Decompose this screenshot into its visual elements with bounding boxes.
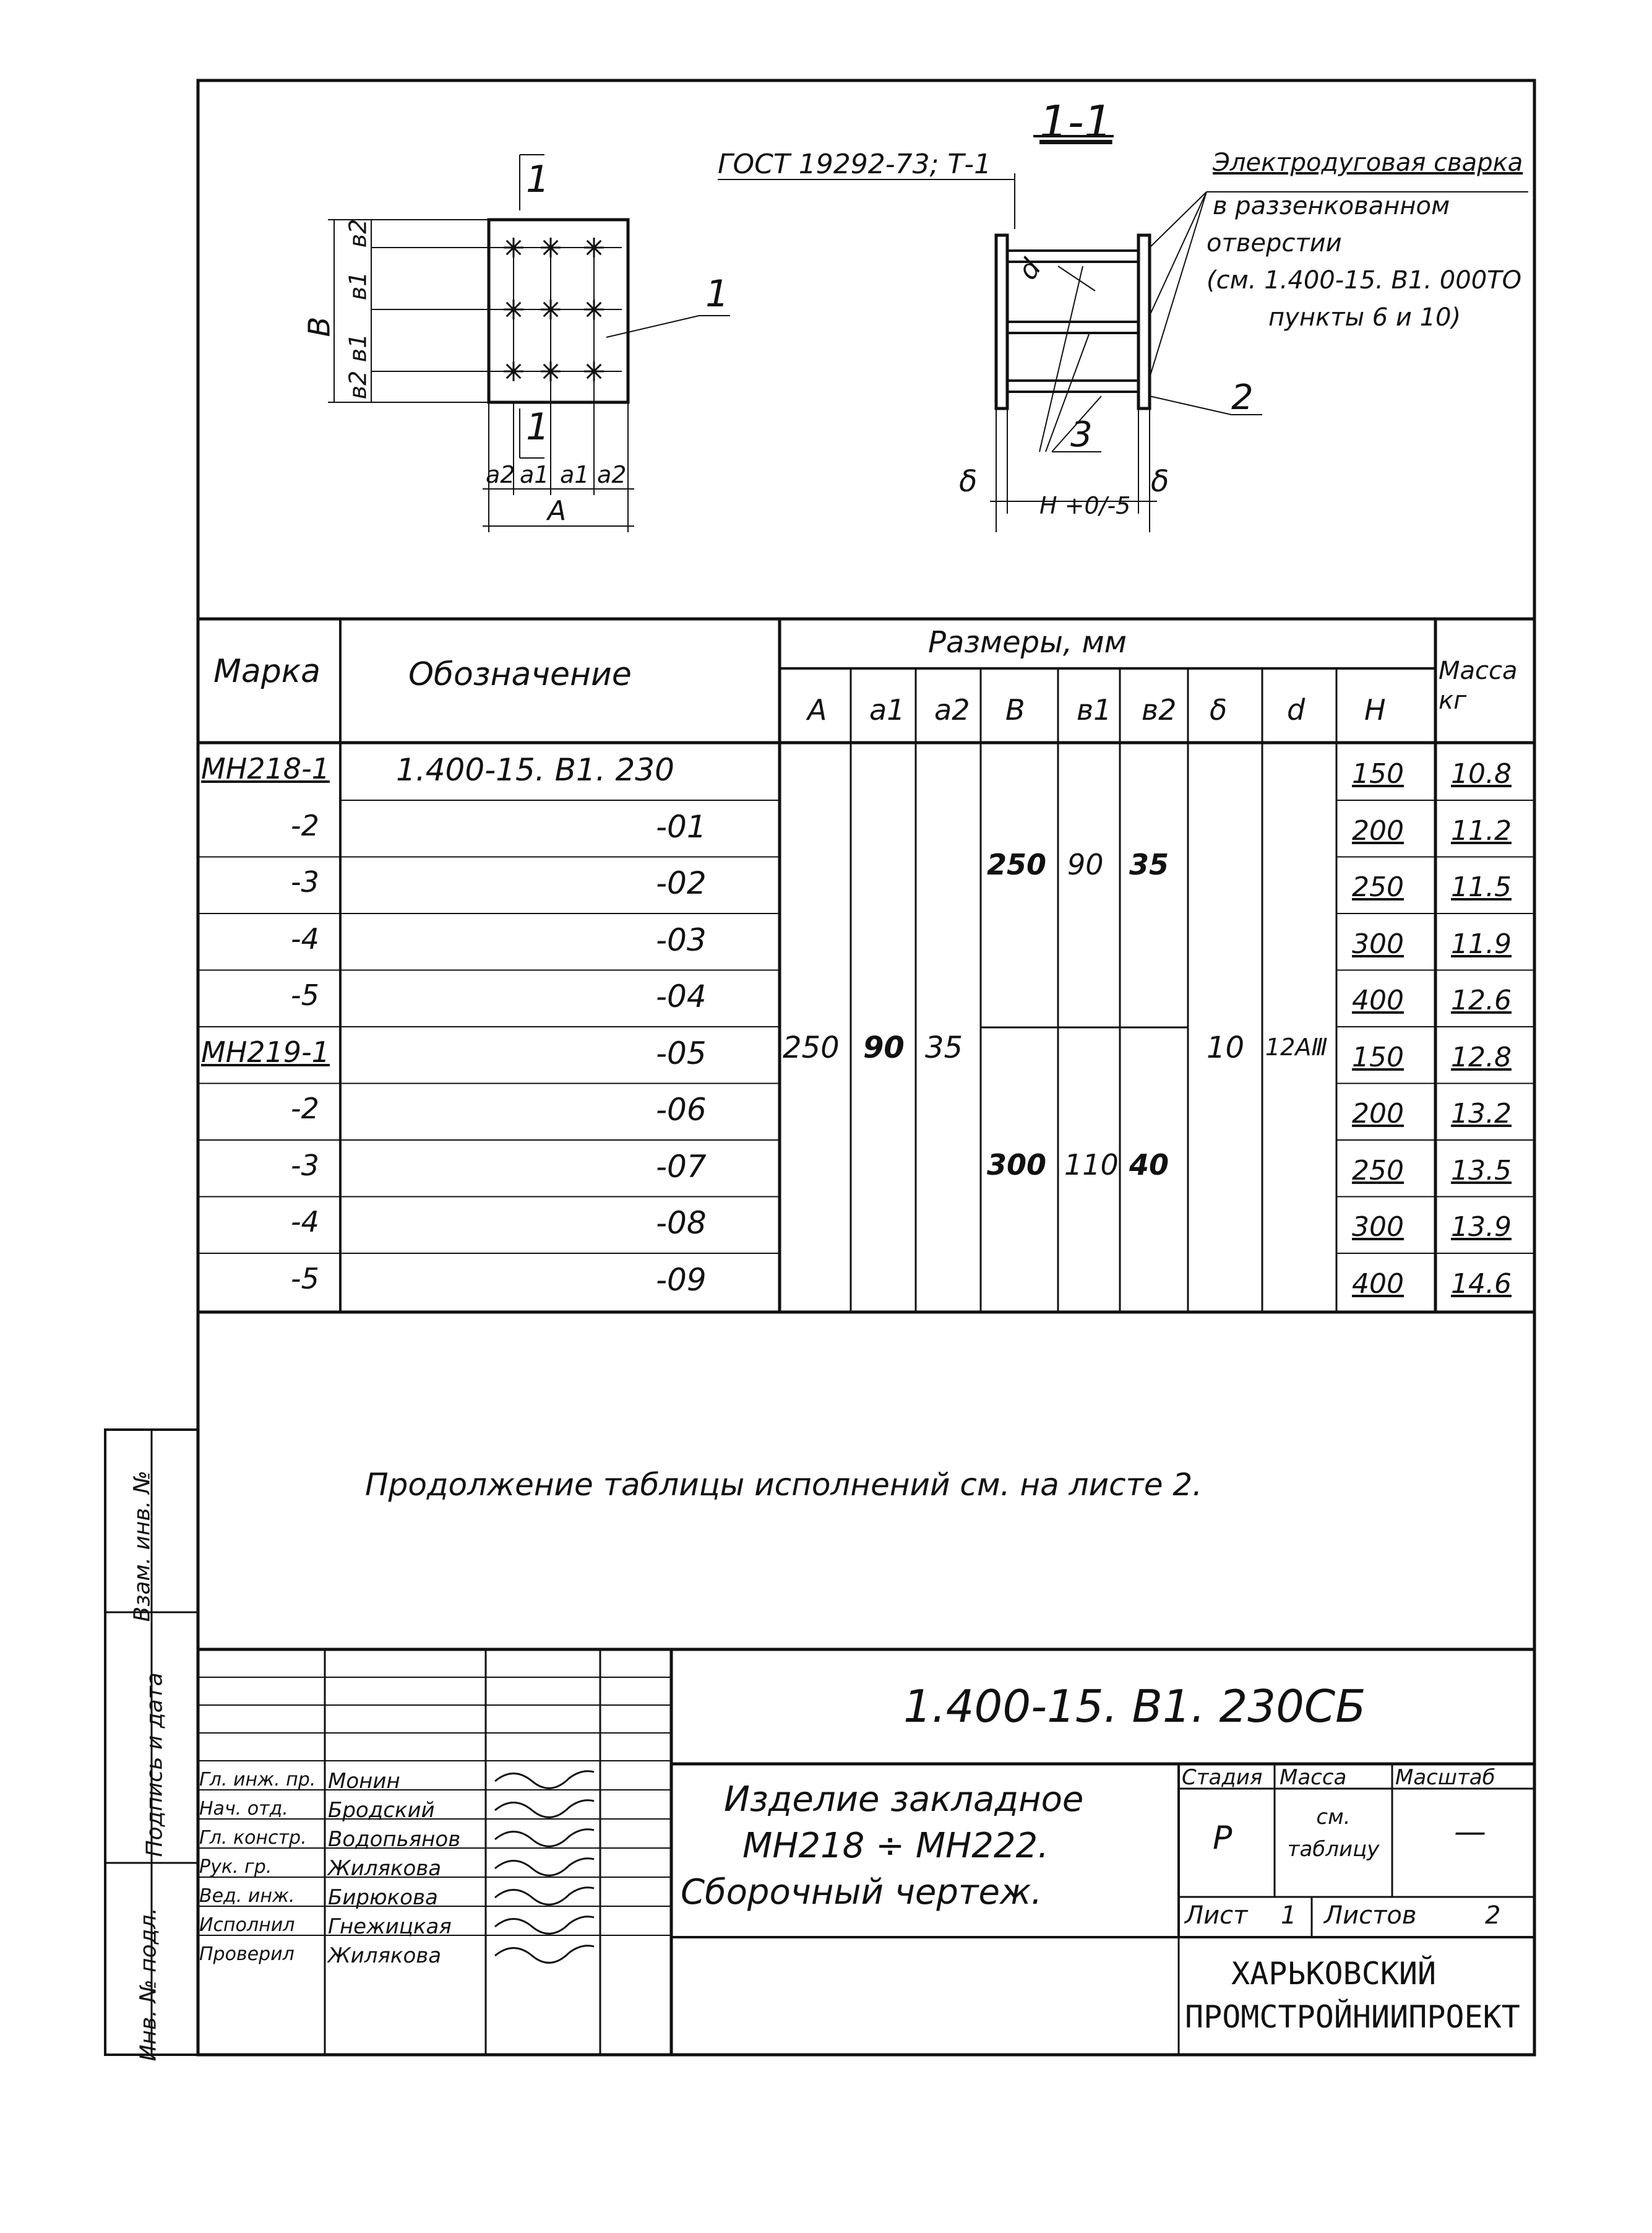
row-oboznachenie: -06 xyxy=(656,1092,707,1128)
section-mark-bottom: 1 xyxy=(526,405,550,449)
row-marka: -5 xyxy=(291,978,319,1012)
section-label: 1-1 xyxy=(1039,96,1112,148)
dim-delta-right: δ xyxy=(1151,464,1169,499)
weld-mark xyxy=(551,365,557,371)
merged-A: 250 xyxy=(783,1030,840,1065)
weld-note-3: отверстии xyxy=(1207,229,1342,257)
row-mass: 10.8 xyxy=(1451,758,1512,790)
row-H: 150 xyxy=(1352,758,1404,790)
weld-mark xyxy=(587,303,594,309)
row-H: 150 xyxy=(1352,1041,1404,1073)
weld-mark xyxy=(544,241,551,248)
row-mass: 13.2 xyxy=(1451,1098,1512,1129)
title-line-2: МН218 ÷ МН222. xyxy=(742,1826,1049,1866)
weld-mark xyxy=(587,371,594,378)
weld-mark xyxy=(507,303,514,309)
row-oboznachenie: -02 xyxy=(656,865,707,901)
row-H: 250 xyxy=(1352,1154,1404,1186)
weld-mark xyxy=(587,365,594,371)
subheader-8: Н xyxy=(1364,693,1386,727)
signature xyxy=(495,1946,594,1963)
stamp-replace-inv: Взам. инв. № xyxy=(129,1471,155,1622)
title-line-1: Изделие закладное xyxy=(724,1779,1084,1820)
row-mass: 13.9 xyxy=(1451,1211,1512,1243)
weld-mark xyxy=(544,309,551,316)
weld-note-4: (см. 1.400-15. В1. 000ТО xyxy=(1207,266,1522,295)
row-H: 200 xyxy=(1352,814,1404,847)
row-oboznachenie: -04 xyxy=(656,978,707,1014)
stamp-inv-orig: Инв. № подл. xyxy=(136,1907,161,2062)
weld-mark xyxy=(507,371,514,378)
row-mass: 13.5 xyxy=(1451,1154,1512,1186)
col-marka: Марка xyxy=(213,653,321,690)
dim-b1-top: в1 xyxy=(344,271,372,301)
stamp-sign-date: Подпись и дата xyxy=(142,1672,168,1857)
weld-mark xyxy=(544,371,551,378)
signature xyxy=(495,1771,594,1789)
dim-a2-right: а2 xyxy=(597,461,627,488)
doc-code: 1.400-15. В1. 230СБ xyxy=(903,1680,1366,1732)
row-marka: -4 xyxy=(291,1205,319,1238)
weld-note-1: Электродуговая сварка xyxy=(1213,149,1523,177)
weld-mark xyxy=(551,371,557,378)
merged-b1-bot: 110 xyxy=(1064,1148,1119,1181)
gost-note: ГОСТ 19292-73; Т-1 xyxy=(718,149,992,180)
row-marka: МН219-1 xyxy=(201,1035,330,1069)
row-oboznachenie: -07 xyxy=(656,1148,707,1185)
merged-B-bot: 300 xyxy=(987,1148,1047,1181)
subheader-5: в2 xyxy=(1142,693,1177,727)
plate2-callout: 2 xyxy=(1231,378,1254,418)
plate-callout: 1 xyxy=(705,272,729,316)
row-oboznachenie: -03 xyxy=(656,922,707,958)
signature xyxy=(495,1888,594,1905)
row-H: 300 xyxy=(1352,1211,1404,1243)
subheader-3: В xyxy=(1005,693,1025,727)
row-oboznachenie: 1.400-15. В1. 230 xyxy=(396,752,674,788)
weld-mark xyxy=(594,365,601,371)
weld-mark xyxy=(514,241,520,248)
row-mass: 12.6 xyxy=(1451,985,1512,1016)
weld-mark xyxy=(507,365,514,371)
weld-mark xyxy=(514,371,520,378)
weld-mark xyxy=(551,241,557,248)
weld-mark xyxy=(551,309,557,316)
sheet-value: 1 xyxy=(1281,1901,1297,1930)
weld-mark xyxy=(544,365,551,371)
merged-a2: 35 xyxy=(925,1030,963,1065)
role-label: Исполнил xyxy=(199,1914,295,1936)
row-oboznachenie: -09 xyxy=(656,1261,707,1298)
weld-mark xyxy=(514,248,520,254)
row-mass: 11.5 xyxy=(1451,871,1512,903)
merged-d: 12АⅢ xyxy=(1265,1034,1328,1061)
row-H: 300 xyxy=(1352,928,1404,960)
row-mass: 11.2 xyxy=(1451,814,1512,847)
weld-mark xyxy=(587,241,594,248)
row-H: 400 xyxy=(1352,985,1404,1016)
role-label: Проверил xyxy=(199,1943,295,1965)
row-oboznachenie: -08 xyxy=(656,1205,707,1241)
org-line-2: ПРОМСТРОЙНИИПРОЕКТ xyxy=(1185,1999,1520,2035)
row-marka: -5 xyxy=(291,1261,319,1295)
row-mass: 14.6 xyxy=(1451,1268,1512,1300)
title-line-3: Сборочный чертеж. xyxy=(681,1872,1043,1912)
weld-mark xyxy=(507,309,514,316)
weld-mark xyxy=(544,303,551,309)
stage-value: Р xyxy=(1213,1820,1233,1857)
mass-value: см. таблицу xyxy=(1287,1805,1380,1862)
subheader-6: δ xyxy=(1210,693,1228,727)
merged-b2-top: 35 xyxy=(1129,848,1169,881)
person-name: Бродский xyxy=(328,1798,435,1823)
row-oboznachenie: -05 xyxy=(656,1035,707,1071)
weld-mark xyxy=(594,241,601,248)
dim-A: А xyxy=(548,495,567,527)
subheader-1: а1 xyxy=(869,693,905,727)
dim-d: d xyxy=(1012,253,1048,286)
dim-b2-top: в2 xyxy=(344,218,372,248)
weld-mark xyxy=(594,309,601,316)
role-label: Нач. отд. xyxy=(199,1798,288,1820)
role-label: Гл. констр. xyxy=(199,1827,307,1849)
row-marka: МН218-1 xyxy=(201,752,330,785)
sheets-value: 2 xyxy=(1485,1901,1501,1930)
scale-value: — xyxy=(1454,1813,1486,1851)
row-mass: 11.9 xyxy=(1451,928,1512,960)
weld-mark xyxy=(544,248,551,254)
signature xyxy=(495,1859,594,1876)
weld-mark xyxy=(551,248,557,254)
dim-delta-left: δ xyxy=(959,464,978,499)
weld-note-5: пункты 6 и 10) xyxy=(1268,303,1461,332)
weld-mark xyxy=(594,371,601,378)
person-name: Жилякова xyxy=(328,1943,442,1968)
mass-label: Масса xyxy=(1280,1765,1347,1790)
role-label: Гл. инж. пр. xyxy=(199,1769,316,1790)
subheader-0: А xyxy=(807,693,827,727)
weld-note-2: в раззенкованном xyxy=(1213,192,1450,220)
weld-mark xyxy=(507,241,514,248)
role-label: Рук. гр. xyxy=(199,1856,272,1878)
row-H: 200 xyxy=(1352,1098,1404,1129)
row-H: 250 xyxy=(1352,871,1404,903)
row-marka: -2 xyxy=(291,1092,319,1125)
merged-delta: 10 xyxy=(1207,1030,1245,1065)
dim-B: В xyxy=(302,316,337,337)
bar-callout: 3 xyxy=(1070,415,1093,455)
continuation-note: Продолжение таблицы исполнений см. на листе 2. xyxy=(365,1467,1203,1503)
col-massa: Масса кг xyxy=(1439,657,1518,715)
merged-b1-top: 90 xyxy=(1067,848,1104,881)
subheader-7: d xyxy=(1287,693,1306,727)
row-marka: -3 xyxy=(291,1148,319,1182)
dim-a1-left: а1 xyxy=(520,461,549,488)
row-H: 400 xyxy=(1352,1268,1404,1300)
row-marka: -4 xyxy=(291,922,319,956)
signature xyxy=(495,1829,594,1847)
merged-b2-bot: 40 xyxy=(1129,1148,1169,1181)
person-name: Бирюкова xyxy=(328,1885,438,1910)
section-mark-top: 1 xyxy=(526,158,550,201)
person-name: Жилякова xyxy=(328,1856,442,1881)
sheets-label: Листов xyxy=(1324,1901,1417,1930)
weld-mark xyxy=(594,303,601,309)
row-mass: 12.8 xyxy=(1451,1041,1512,1073)
person-name: Гнежицкая xyxy=(328,1914,452,1939)
weld-mark xyxy=(551,303,557,309)
weld-mark xyxy=(514,303,520,309)
weld-mark xyxy=(587,248,594,254)
dim-a1-right: а1 xyxy=(560,461,590,488)
subheader-2: а2 xyxy=(934,693,970,727)
row-oboznachenie: -01 xyxy=(656,808,707,845)
merged-a1: 90 xyxy=(863,1030,905,1065)
org-line-1: ХАРЬКОВСКИЙ xyxy=(1231,1956,1437,1992)
col-oboznachenie: Обозначение xyxy=(408,656,632,693)
row-marka: -2 xyxy=(291,808,319,842)
dim-a2-left: а2 xyxy=(486,461,515,488)
dim-b2-bot: в2 xyxy=(344,370,372,400)
col-sizes: Размеры, мм xyxy=(928,625,1127,660)
person-name: Монин xyxy=(328,1769,400,1794)
row-marka: -3 xyxy=(291,865,319,899)
person-name: Водопьянов xyxy=(328,1827,461,1852)
signature xyxy=(495,1917,594,1934)
scale-label: Масштаб xyxy=(1395,1765,1495,1790)
sheet-label: Лист xyxy=(1185,1901,1248,1930)
weld-mark xyxy=(594,248,601,254)
weld-mark xyxy=(514,309,520,316)
role-label: Вед. инж. xyxy=(199,1885,295,1907)
stage-label: Стадия xyxy=(1182,1765,1263,1790)
weld-mark xyxy=(514,365,520,371)
weld-mark xyxy=(507,248,514,254)
dim-b1-mid: в1 xyxy=(344,333,372,363)
weld-mark xyxy=(587,309,594,316)
dim-H: Н +0/-5 xyxy=(1039,492,1131,519)
signature xyxy=(495,1800,594,1818)
subheader-4: в1 xyxy=(1077,693,1112,727)
merged-B-top: 250 xyxy=(987,848,1047,881)
